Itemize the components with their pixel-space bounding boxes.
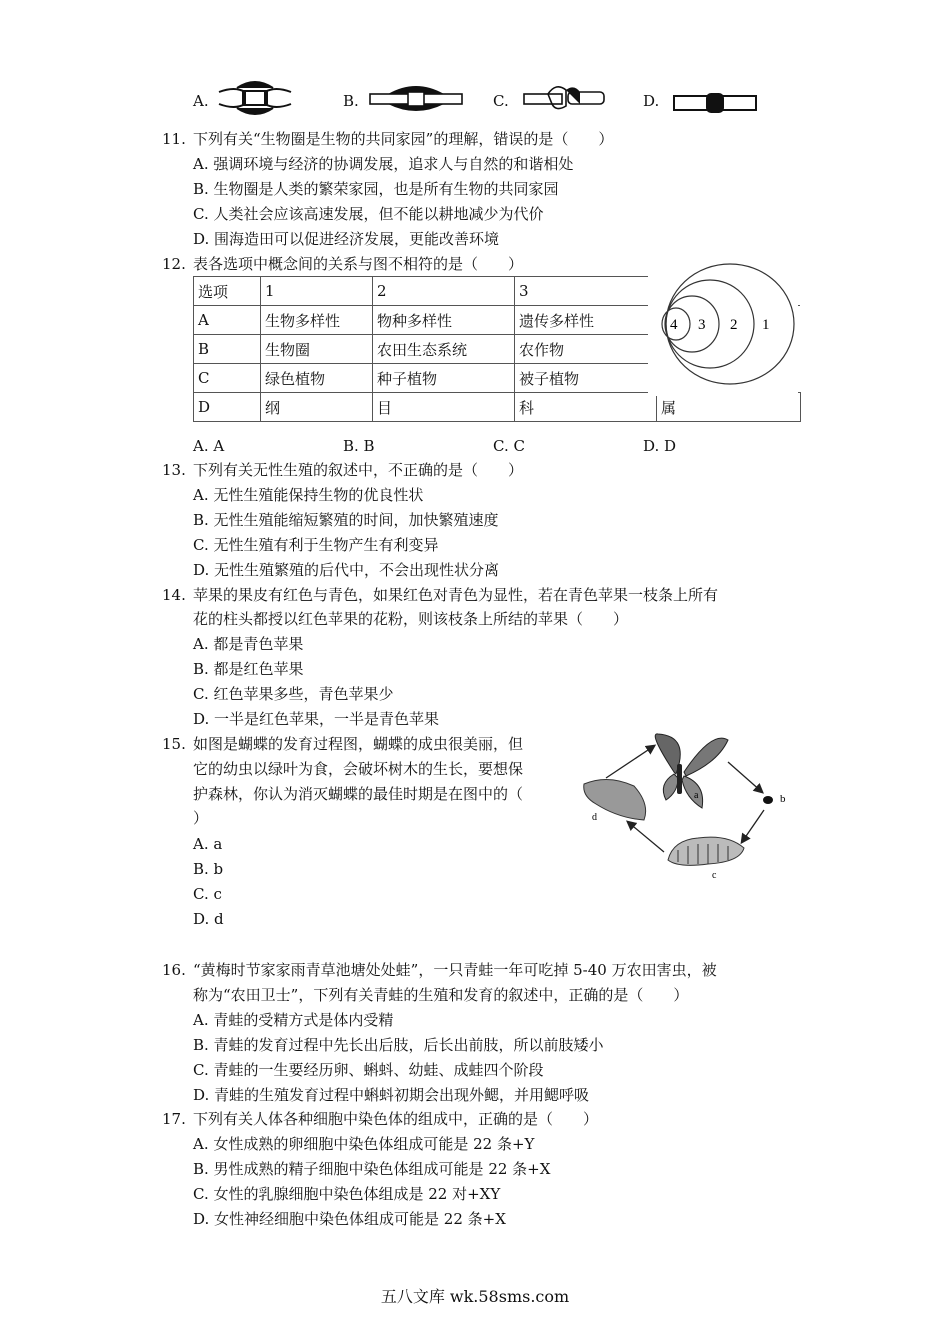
table-cell: 2	[373, 277, 515, 306]
option-item: C. 红色苹果多些，青色苹果少	[193, 685, 394, 703]
option-item: A. 都是青色苹果	[193, 635, 304, 653]
butterfly-life-cycle-diagram	[578, 722, 794, 884]
table-cell: C	[194, 364, 261, 393]
option-item: A. 女性成熟的卵细胞中染色体组成可能是 22 条+Y	[193, 1135, 535, 1153]
table-cell: A	[194, 306, 261, 335]
option-item: A. A	[193, 437, 225, 455]
option-item: B. 都是红色苹果	[193, 660, 304, 678]
q10-option-a-label: A.	[193, 92, 209, 110]
question-stem-line: 称为“农田卫士”，下列有关青蛙的生殖和发育的叙述中，正确的是（ ）	[193, 986, 689, 1004]
question-number: 14.	[162, 586, 186, 604]
table-cell: 农田生态系统	[373, 335, 515, 364]
option-item: B. b	[193, 860, 224, 878]
option-item: C. C	[493, 437, 525, 455]
question-stem: 表各选项中概念间的关系与图不相符的是（ ）	[193, 255, 524, 273]
table-cell: 选项	[194, 277, 261, 306]
table-cell: 3	[515, 277, 657, 306]
question-stem-line: “黄梅时节家家雨青草池塘处处蛙”，一只青蛙一年可吃掉 5-40 万农田害虫，被	[193, 961, 717, 979]
question-number: 17.	[162, 1110, 186, 1128]
table-cell: B	[194, 335, 261, 364]
stage-label-a: a	[694, 790, 699, 801]
question-stem-line: 它的幼虫以绿叶为食，会破坏树木的生长，要想保	[193, 760, 524, 778]
table-cell: 生物多样性	[261, 306, 373, 335]
table-cell: 科	[515, 393, 657, 422]
option-item: C. 女性的乳腺细胞中染色体组成是 22 对+XY	[193, 1185, 501, 1203]
table-cell: D	[194, 393, 261, 422]
question-stem: 下列有关“生物圈是生物的共同家园”的理解，错误的是（ ）	[193, 130, 614, 148]
option-item: A. 强调环境与经济的协调发展，追求人与自然的和谐相处	[193, 155, 574, 173]
circle-label: 4	[670, 317, 678, 333]
table-cell: 种子植物	[373, 364, 515, 393]
option-item: C. 青蛙的一生要经历卵、蝌蚪、幼蛙、成蛙四个阶段	[193, 1061, 544, 1079]
table-cell: 生物圈	[261, 335, 373, 364]
table-cell: 物种多样性	[373, 306, 515, 335]
question-stem-line: ）	[193, 809, 209, 827]
question-stem: 下列有关无性生殖的叙述中，不正确的是（ ）	[193, 461, 524, 479]
joint-diagram-b	[368, 80, 464, 116]
option-item: C. 无性生殖有利于生物产生有利变异	[193, 536, 439, 554]
table-cell: 被子植物	[515, 364, 657, 393]
stage-label-d: d	[592, 812, 597, 823]
option-item: C. 人类社会应该高速发展，但不能以耕地减少为代价	[193, 205, 544, 223]
joint-diagram-c	[522, 80, 606, 116]
stage-label-c: c	[712, 870, 717, 881]
option-item: D. d	[193, 910, 224, 928]
option-item: D. 一半是红色苹果，一半是青色苹果	[193, 710, 440, 728]
option-item: D. 围海造田可以促进经济发展，更能改善环境	[193, 230, 500, 248]
q10-option-b-label: B.	[343, 92, 359, 110]
question-stem-line: 苹果的果皮有红色与青色，如果红色对青色为显性，若在青色苹果一枝条上所有	[193, 586, 719, 604]
circle-label: 3	[698, 317, 706, 333]
question-number: 12.	[162, 255, 186, 273]
egg-icon	[763, 796, 773, 804]
question-number: 16.	[162, 961, 186, 979]
option-item: B. 生物圈是人类的繁荣家园，也是所有生物的共同家园	[193, 180, 559, 198]
question-number: 15.	[162, 735, 186, 753]
option-item: D. 青蛙的生殖发育过程中蝌蚪初期会出现外鳃，并用鳃呼吸	[193, 1086, 590, 1104]
question-stem: 下列有关人体各种细胞中染色体的组成中，正确的是（ ）	[193, 1110, 599, 1128]
table-cell: 1	[261, 277, 373, 306]
circle-label: 2	[730, 317, 738, 333]
table-cell: 农作物	[515, 335, 657, 364]
option-item: D. D	[643, 437, 677, 455]
stage-label-b: b	[780, 793, 786, 805]
option-item: A. a	[193, 835, 223, 853]
option-item: B. 男性成熟的精子细胞中染色体组成可能是 22 条+X	[193, 1160, 551, 1178]
joint-diagram-a	[215, 78, 295, 118]
page-footer-watermark: 五八文库 wk.58sms.com	[380, 1287, 570, 1306]
option-item: B. 无性生殖能缩短繁殖的时间，加快繁殖速度	[193, 511, 499, 529]
q10-option-d-label: D.	[643, 92, 660, 110]
option-item: A. 青蛙的受精方式是体内受精	[193, 1011, 394, 1029]
option-item: B. 青蛙的发育过程中先长出后肢，后长出前肢，所以前肢矮小	[193, 1036, 604, 1054]
option-item: B. B	[343, 437, 375, 455]
question-number: 13.	[162, 461, 186, 479]
caterpillar-larva-icon	[668, 837, 744, 865]
butterfly-adult-icon	[655, 734, 728, 808]
table-cell: 绿色植物	[261, 364, 373, 393]
table-cell: 属	[657, 393, 801, 422]
question-number: 11.	[162, 130, 186, 148]
option-item: A. 无性生殖能保持生物的优良性状	[193, 486, 424, 504]
question-stem-line: 护森林，你认为消灭蝴蝶的最佳时期是在图中的（	[193, 785, 524, 803]
nested-circles-diagram	[648, 262, 798, 396]
circle-label: 1	[762, 317, 770, 333]
table-cell: 纲	[261, 393, 373, 422]
table-row	[194, 393, 801, 422]
joint-diagram-d	[670, 90, 758, 116]
question-stem-line: 如图是蝴蝶的发育过程图，蝴蝶的成虫很美丽，但	[193, 735, 524, 753]
table-cell: 遗传多样性	[515, 306, 657, 335]
table-cell: 目	[373, 393, 515, 422]
question-stem-line: 花的柱头都授以红色苹果的花粉，则该枝条上所结的苹果（ ）	[193, 610, 629, 628]
q10-option-c-label: C.	[493, 92, 509, 110]
option-item: D. 女性神经细胞中染色体组成可能是 22 条+X	[193, 1210, 506, 1228]
option-item: C. c	[193, 885, 222, 903]
option-item: D. 无性生殖繁殖的后代中，不会出现性状分离	[193, 561, 500, 579]
